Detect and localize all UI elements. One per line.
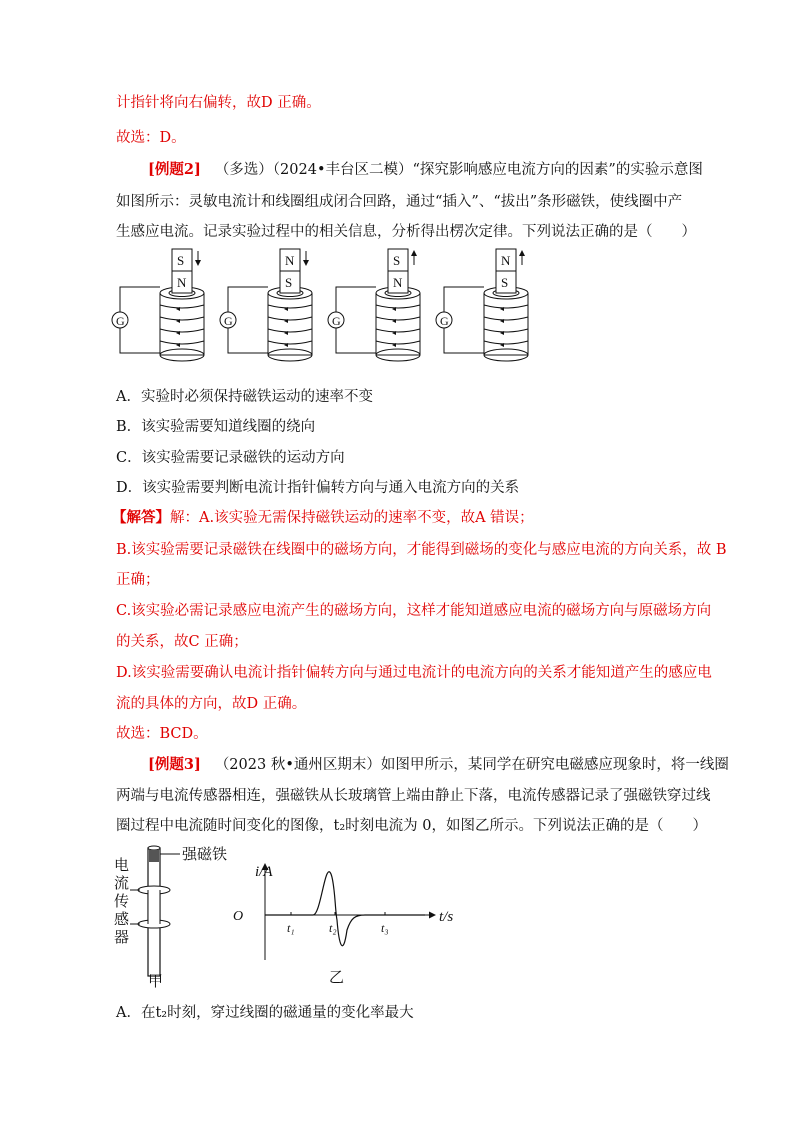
- example3-line3: 圈过程中电流随时间变化的图像，t₂时刻电流为 0，如图乙所示。下列说法正确的是（ ）: [116, 818, 707, 834]
- coil-body: [376, 293, 420, 355]
- origin-label: O: [233, 909, 244, 924]
- text-line: 计指针将向右偏转，故D 正确。: [116, 95, 321, 111]
- figure-jia: [110, 840, 240, 990]
- coil-setup-2: [220, 249, 312, 361]
- solution-a: 解：A.该实验无需保持磁铁运动的速率不变，故A 错误；: [170, 510, 534, 526]
- magnet-label: 强磁铁: [182, 847, 228, 863]
- solution-c2: 的关系，故C 正确；: [116, 634, 248, 650]
- figure-jia-caption: 甲: [148, 974, 164, 990]
- example2-line1: [148, 160, 703, 180]
- svg-text:流: 流: [114, 876, 130, 892]
- y-axis-label: i/A: [255, 864, 273, 880]
- coil-setup-1: [112, 249, 204, 361]
- solution-c1: C.该实验必需记录感应电流产生的磁场方向，这样才能知道感应电流的磁场方向与原磁场方向: [116, 603, 712, 619]
- option-d: D．该实验需要判断电流计指针偏转方向与通入电流方向的关系: [116, 480, 520, 496]
- magnet-bottom-label: S: [501, 275, 509, 290]
- option-a: A．实验时必须保持磁铁运动的速率不变: [116, 389, 373, 405]
- sensor-label: [114, 856, 129, 946]
- svg-text:电: 电: [114, 858, 130, 874]
- solution-d2: 流的具体的方向，故D 正确。: [116, 696, 307, 712]
- coil-setup-4: [436, 249, 528, 361]
- solution-b1: B.该实验需要记录磁铁在线圈中的磁场方向，才能得到磁场的变化与感应电流的方向关系，故 B: [116, 542, 727, 558]
- figure-yi-caption: 乙: [329, 970, 345, 986]
- magnet-top-label: N: [501, 253, 511, 268]
- galvanometer-label: G: [224, 314, 233, 328]
- t2-label: t₂: [329, 921, 337, 935]
- solution-b2: 正确；: [116, 572, 160, 588]
- strong-magnet: [149, 850, 159, 862]
- solution-tag: 【解答】: [112, 509, 170, 526]
- magnet-bottom-label: N: [177, 275, 187, 290]
- example2-stem: （多选）（2024•丰台区二模）“探究影响感应电流方向的因素”的实验示意图: [214, 162, 703, 178]
- t1-label: t₁: [287, 921, 295, 935]
- x-axis-label: t/s: [439, 909, 454, 925]
- galvanometer-label: G: [440, 314, 449, 328]
- coil-body: [160, 293, 204, 355]
- t3-label: t₃: [381, 921, 389, 935]
- magnet-bottom-label: S: [285, 275, 293, 290]
- example2-line3: 生感应电流。记录实验过程中的相关信息，分析得出楞次定律。下列说法正确的是（ ）: [116, 224, 696, 240]
- solution-d1: D.该实验需要确认电流计指针偏转方向与通过电流计的电流方向的关系才能知道产生的感应电: [116, 665, 712, 681]
- coil-body: [268, 293, 312, 355]
- svg-text:感: 感: [114, 912, 130, 928]
- example3-tag: [例题3]: [148, 756, 201, 773]
- magnet-bottom-label: N: [393, 275, 403, 290]
- magnet-top-label: N: [285, 253, 295, 268]
- induction-experiment-figure: [110, 245, 670, 365]
- svg-text:器: 器: [114, 930, 130, 946]
- coil-body: [484, 293, 528, 355]
- example3-line2: 两端与电流传感器相连，强磁铁从长玻璃管上端由静止下落，电流传感器记录了强磁铁穿过线: [116, 788, 711, 804]
- example3-stem: （2023 秋•通州区期末）如图甲所示，某同学在研究电磁感应现象时，将一线圈: [214, 757, 729, 773]
- coil-setup-3: [328, 249, 420, 361]
- example3-line1: [148, 755, 729, 775]
- example3-option-a: A．在t₂时刻，穿过线圈的磁通量的变化率最大: [116, 1005, 414, 1021]
- svg-text:传: 传: [114, 894, 130, 910]
- answer-line: 故选：D。: [116, 130, 186, 146]
- galvanometer-label: G: [332, 314, 341, 328]
- magnet-top-label: S: [393, 253, 401, 268]
- coil: [138, 886, 170, 928]
- option-b: B．该实验需要知道线圈的绕向: [116, 419, 316, 435]
- magnet-top-label: S: [177, 253, 185, 268]
- figure-yi-graph: [225, 850, 485, 990]
- galvanometer-label: G: [116, 314, 125, 328]
- solution-answer: 故选：BCD。: [116, 726, 208, 742]
- example2-line2: 如图所示：灵敏电流计和线圈组成闭合回路，通过“插入”、“拔出”条形磁铁，使线圈中产: [116, 194, 683, 210]
- solution-line-a: [112, 508, 534, 528]
- example2-tag: [例题2]: [148, 161, 201, 178]
- option-c: C．该实验需要记录磁铁的运动方向: [116, 450, 345, 466]
